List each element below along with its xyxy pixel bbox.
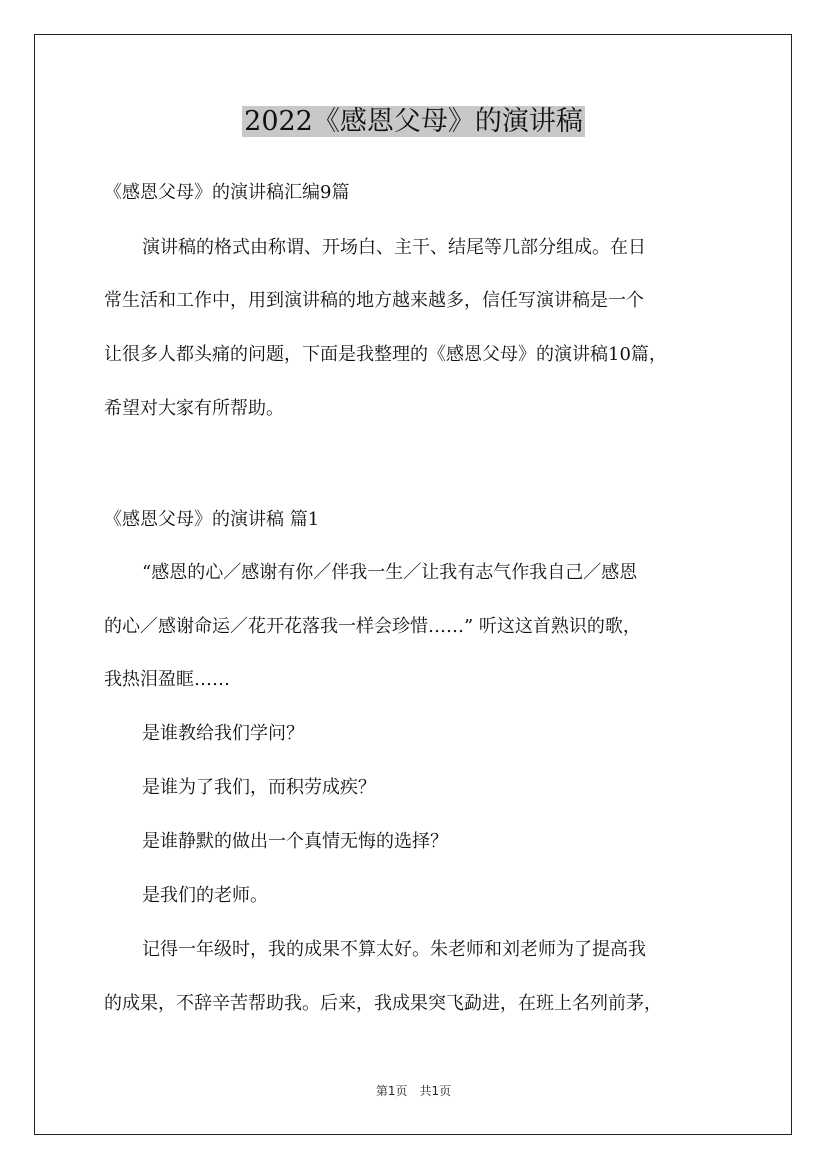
body-line-7: 是我们的老师。 bbox=[142, 885, 268, 906]
body-line-6: 是谁静默的做出一个真情无悔的选择？ bbox=[142, 831, 448, 852]
intro-line-3: 让很多人都头痛的问题，下面是我整理的《感恩父母》的演讲稿10篇， bbox=[104, 344, 667, 365]
body-line-9: 的成果，不辞辛苦帮助我。后来，我成果突飞勐进，在班上名列前茅， bbox=[104, 993, 662, 1014]
page-number-footer: 第1页 共1页 bbox=[375, 1084, 452, 1098]
body-line-2: 的心／感谢命运／花开花落我一样会珍惜……” 听这这首熟识的歌， bbox=[104, 616, 641, 637]
intro-line-2: 常生活和工作中，用到演讲稿的地方越来越多，信任写演讲稿是一个 bbox=[104, 290, 644, 311]
body-line-4: 是谁教给我们学问？ bbox=[142, 723, 304, 744]
body-line-5: 是谁为了我们，而积劳成疾？ bbox=[142, 777, 376, 798]
body-line-1: “感恩的心／感谢有你／伴我一生／让我有志气作我自己／感恩 bbox=[142, 562, 638, 583]
body-line-3: 我热泪盈眶…… bbox=[104, 669, 230, 690]
document-subtitle: 《感恩父母》的演讲稿汇编9篇 bbox=[104, 182, 350, 203]
body-line-8: 记得一年级时，我的成果不算太好。朱老师和刘老师为了提高我 bbox=[142, 939, 646, 960]
intro-line-1: 演讲稿的格式由称谓、开场白、主干、结尾等几部分组成。在日 bbox=[142, 237, 646, 258]
intro-line-4: 希望对大家有所帮助。 bbox=[104, 398, 284, 419]
section-heading: 《感恩父母》的演讲稿 篇1 bbox=[104, 509, 320, 530]
document-title: 2022《感恩父母》的演讲稿 bbox=[244, 106, 583, 137]
